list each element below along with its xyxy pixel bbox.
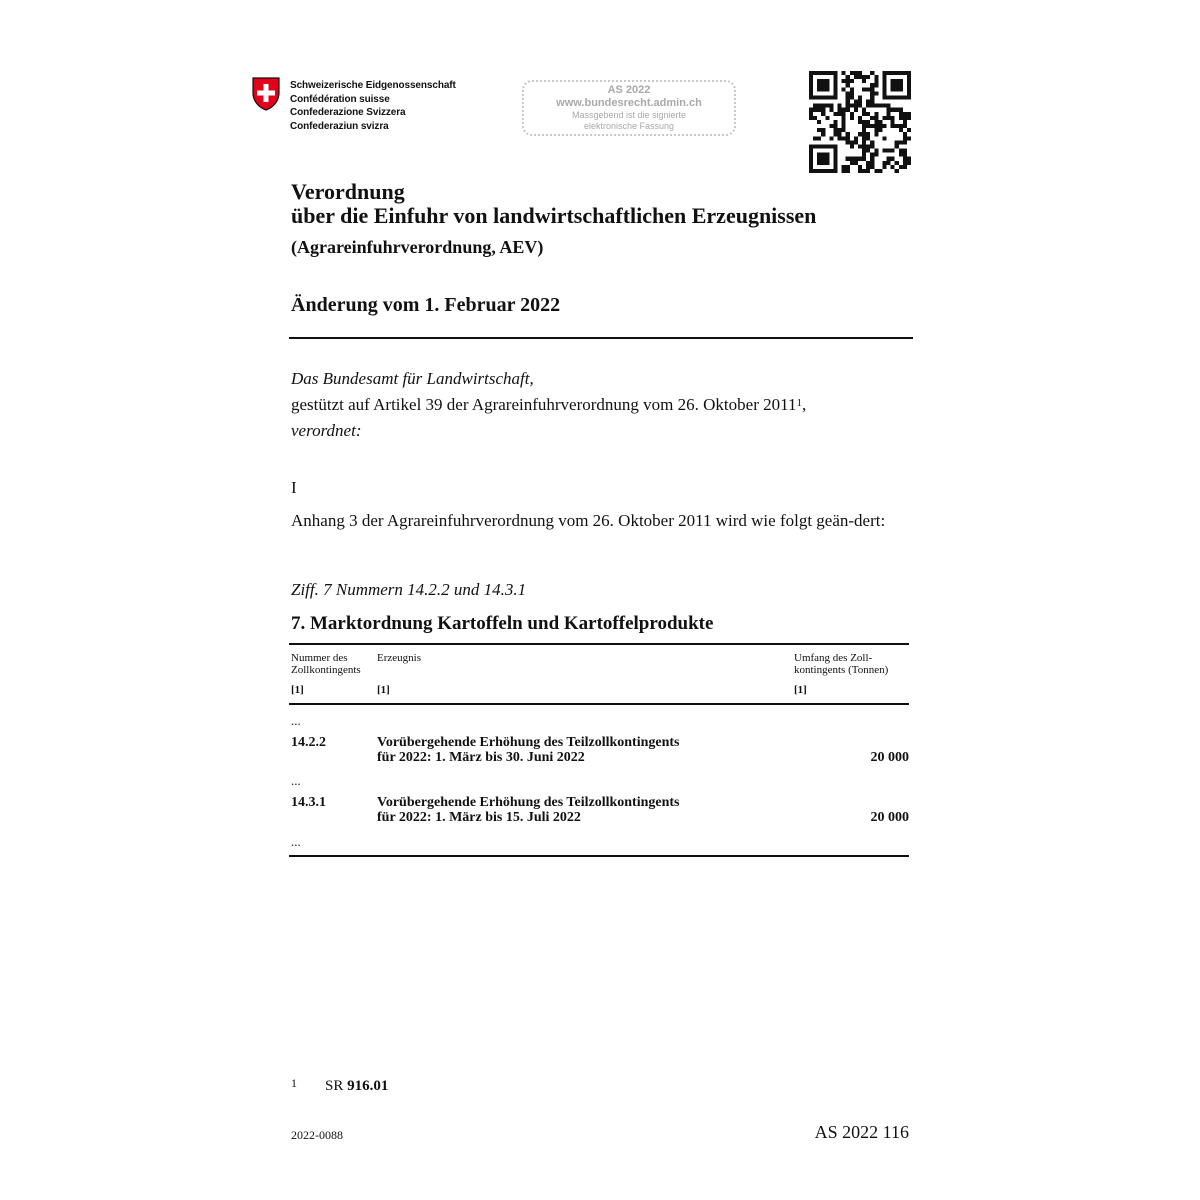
product-line: für 2022: 1. März bis 15. Juli 2022 <box>377 810 581 825</box>
product-line: für 2022: 1. März bis 30. Juni 2022 <box>377 750 585 765</box>
table-row-product <box>377 735 680 765</box>
stamp-line: AS 2022 <box>607 84 651 96</box>
amendment-date: Änderung vom 1. Februar 2022 <box>291 294 561 316</box>
annex-amendment-text: Anhang 3 der Agrareinfuhrverordnung vom 26. Oktober 2011 wird wie folgt geän-dert: <box>291 511 886 530</box>
table-row-number: 14.2.2 <box>291 735 326 750</box>
table-row-volume: 20 000 <box>870 750 909 765</box>
title-divider <box>289 337 913 339</box>
qr-code-icon <box>809 71 911 173</box>
title-line: Verordnung <box>291 179 405 204</box>
title-line: über die Einfuhr von landwirtschaftlichen Erzeugnissen <box>291 203 817 228</box>
issuing-authority: Das Bundesamt für Landwirtschaft, <box>291 369 534 388</box>
table-row-product <box>377 795 680 825</box>
confederation-line: Confédération suisse <box>290 93 390 105</box>
table-ellipsis: ... <box>291 773 301 788</box>
confederation-names <box>290 79 456 133</box>
section-title: 7. Marktordnung Kartoffeln und Kartoffelprodukte <box>291 613 714 634</box>
footnote-text <box>325 1078 388 1095</box>
header-line: kontingents (Tonnen) <box>794 664 889 676</box>
official-compilation-ref: AS 2022 116 <box>814 1122 909 1142</box>
confederation-line: Schweizerische Eidgenossenschaft <box>290 80 456 91</box>
stamp-line: www.bundesrecht.admin.ch <box>556 97 702 109</box>
footnote-ref[interactable]: 1 <box>796 397 802 409</box>
header-line: Zollkontingents <box>291 664 361 676</box>
legal-basis-end: , <box>801 395 807 414</box>
footnote-sr-number: 916.01 <box>347 1078 389 1094</box>
document-title <box>291 180 816 228</box>
product-line: Vorübergehende Erhöhung des Teilzollkontingents <box>377 735 680 750</box>
table-header-rule <box>289 703 909 705</box>
publication-stamp <box>522 80 736 136</box>
header-ref: [1] <box>794 684 807 696</box>
footnote-prefix: SR <box>325 1078 344 1094</box>
table-row-number: 14.3.1 <box>291 795 326 810</box>
table-bottom-rule <box>289 855 909 857</box>
ordains: verordnet: <box>291 421 362 440</box>
table-ellipsis: ... <box>291 713 301 728</box>
table-ellipsis: ... <box>291 834 301 849</box>
stamp-line: elektronische Fassung <box>583 121 675 131</box>
document-subtitle: (Agrareinfuhrverordnung, AEV) <box>291 237 544 257</box>
header-ref: [1] <box>377 684 390 696</box>
product-line: Vorübergehende Erhöhung des Teilzollkontingents <box>377 795 680 810</box>
table-header-number <box>291 652 361 676</box>
table-header-volume <box>794 652 888 676</box>
ziffer-reference: Ziff. 7 Nummern 14.2.2 und 14.3.1 <box>291 580 527 599</box>
confederation-line: Confederazione Svizzera <box>290 107 406 118</box>
section-roman-numeral: I <box>291 478 297 497</box>
table-row-volume: 20 000 <box>870 810 909 825</box>
stamp-line: Massgebend ist die signierte <box>571 110 687 120</box>
header-ref: [1] <box>291 684 304 696</box>
legal-basis <box>291 394 806 416</box>
header-line: Umfang des Zoll- <box>794 652 873 664</box>
table-header-product: Erzeugnis <box>377 652 421 664</box>
confederation-line: Confederaziun svizra <box>290 120 389 132</box>
document-number: 2022-0088 <box>291 1128 343 1142</box>
table-top-rule <box>289 643 909 645</box>
footnote-number: 1 <box>291 1076 297 1090</box>
legal-basis-text: gestützt auf Artikel 39 der Agrareinfuhrverordnung vom 26. Oktober 2011 <box>291 395 797 414</box>
swiss-coat-of-arms-icon <box>252 77 280 111</box>
header-line: Nummer des <box>291 652 348 664</box>
